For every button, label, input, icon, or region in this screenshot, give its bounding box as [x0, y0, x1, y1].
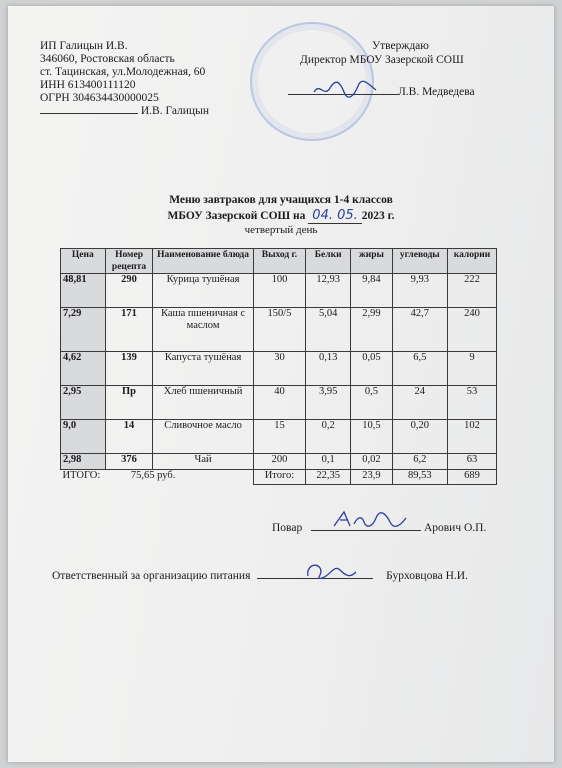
approval-signer: Л.В. Медведева [398, 86, 475, 98]
header-fat: жиры [351, 249, 392, 274]
cell-dish: Капуста тушёная [153, 352, 253, 386]
cell-carbs: 9,93 [392, 274, 447, 308]
title-suffix: 2023 г. [361, 210, 395, 222]
title-prefix: МБОУ Зазерской СОШ на [167, 210, 306, 222]
header-protein: Белки [306, 249, 351, 274]
header-dish: Наименование блюда [153, 249, 253, 274]
menu-day: четвертый день [244, 224, 318, 236]
handwritten-date: 04. 05. [308, 208, 361, 224]
cell-fat: 0,5 [351, 386, 392, 420]
supplier-line: ИНН 613400111120 [40, 79, 136, 91]
cell-recipe: 290 [105, 274, 153, 308]
header-recipe: Номер рецепта [105, 249, 153, 274]
cell-kcal: 102 [448, 420, 497, 454]
cell-fat: 9,84 [351, 274, 392, 308]
cell-yield: 40 [253, 386, 305, 420]
header-carbs: углеводы [392, 249, 447, 274]
cell-fat: 0,02 [351, 454, 392, 470]
cell-price: 9,0 [61, 420, 106, 454]
supplier-line: 346060, Ростовская область [40, 53, 175, 65]
header-kcal: калории [448, 249, 497, 274]
table-row [61, 352, 497, 386]
cell-yield: 100 [253, 274, 305, 308]
responsible-signature-row [52, 570, 468, 582]
menu-table [60, 248, 497, 485]
cell-yield: 30 [253, 352, 305, 386]
cell-carbs: 42,7 [392, 308, 447, 352]
cell-recipe: 376 [105, 454, 153, 470]
table-total-row [61, 470, 497, 485]
supplier-line: ст. Тацинская, ул.Молодежная, 60 [40, 66, 206, 78]
responsible-name: Бурховцова Н.И. [386, 570, 468, 582]
cell-yield: 150/5 [253, 308, 305, 352]
director-signature [310, 78, 380, 100]
cell-price: 48,81 [61, 274, 106, 308]
approval-heading: Утверждаю [372, 40, 429, 52]
table-row [61, 386, 497, 420]
cell-fat: 10,5 [351, 420, 392, 454]
menu-title-line2 [0, 208, 562, 223]
cell-price: 2,95 [61, 386, 106, 420]
cell-dish: Курица тушёная [153, 274, 253, 308]
cell-protein: 5,04 [306, 308, 351, 352]
cell-dish: Хлеб пшеничный [153, 386, 253, 420]
supplier-line: ИП Галицын И.В. [40, 40, 128, 52]
cell-carbs: 24 [392, 386, 447, 420]
cell-kcal: 9 [448, 352, 497, 386]
cell-dish: Сливочное масло [153, 420, 253, 454]
cell-price: 4,62 [61, 352, 106, 386]
table-row [61, 420, 497, 454]
header-price: Цена [61, 249, 106, 274]
table-row [61, 308, 497, 352]
supplier-signature-line [40, 105, 209, 118]
cell-yield: 200 [253, 454, 305, 470]
cell-recipe: 139 [105, 352, 153, 386]
cell-protein: 0,2 [306, 420, 351, 454]
cell-price: 7,29 [61, 308, 106, 352]
cell-yield: 15 [253, 420, 305, 454]
cell-price: 2,98 [61, 454, 106, 470]
cell-carbs: 6,5 [392, 352, 447, 386]
cell-protein: 0,1 [306, 454, 351, 470]
cell-kcal: 222 [448, 274, 497, 308]
menu-title-line1: Меню завтраков для учащихся 1-4 классов [169, 194, 393, 206]
cell-kcal: 53 [448, 386, 497, 420]
total-label: ИТОГО: [62, 470, 101, 481]
cell-protein: 0,13 [306, 352, 351, 386]
cook-name: Арович О.П. [423, 522, 487, 534]
total-price: 75,65 руб. [130, 470, 176, 481]
cook-label: Повар [272, 522, 303, 534]
cell-carbs: 6,2 [392, 454, 447, 470]
total-kcal: 689 [448, 470, 497, 485]
table-header-row [61, 249, 497, 274]
cell-fat: 2,99 [351, 308, 392, 352]
approval-position: Директор МБОУ Зазерской СОШ [300, 54, 464, 66]
cell-protein: 12,93 [306, 274, 351, 308]
total-fat: 23,9 [351, 470, 392, 485]
cell-dish: Чай [153, 454, 253, 470]
table-row [61, 274, 497, 308]
cell-recipe: 14 [105, 420, 153, 454]
total-protein: 22,35 [306, 470, 351, 485]
total-carbs: 89,53 [392, 470, 447, 485]
cell-dish: Каша пшеничная с маслом [153, 308, 253, 352]
cell-recipe: Пр [105, 386, 153, 420]
cell-kcal: 240 [448, 308, 497, 352]
cell-fat: 0,05 [351, 352, 392, 386]
cell-kcal: 63 [448, 454, 497, 470]
header-yield: Выход г. [253, 249, 305, 274]
supplier-line: ОГРН 304634430000025 [40, 92, 159, 104]
total-price-cell [61, 470, 254, 485]
table-row [61, 454, 497, 470]
cell-protein: 3,95 [306, 386, 351, 420]
cell-recipe: 171 [105, 308, 153, 352]
responsible-signature [300, 558, 360, 584]
cell-carbs: 0,20 [392, 420, 447, 454]
supplier-signature-name: И.В. Галицын [140, 105, 209, 117]
supplier-block [40, 40, 209, 118]
cook-signature [330, 508, 410, 532]
itogo-label: Итого: [253, 470, 305, 485]
responsible-label: Ответственный за организацию питания [52, 570, 251, 582]
